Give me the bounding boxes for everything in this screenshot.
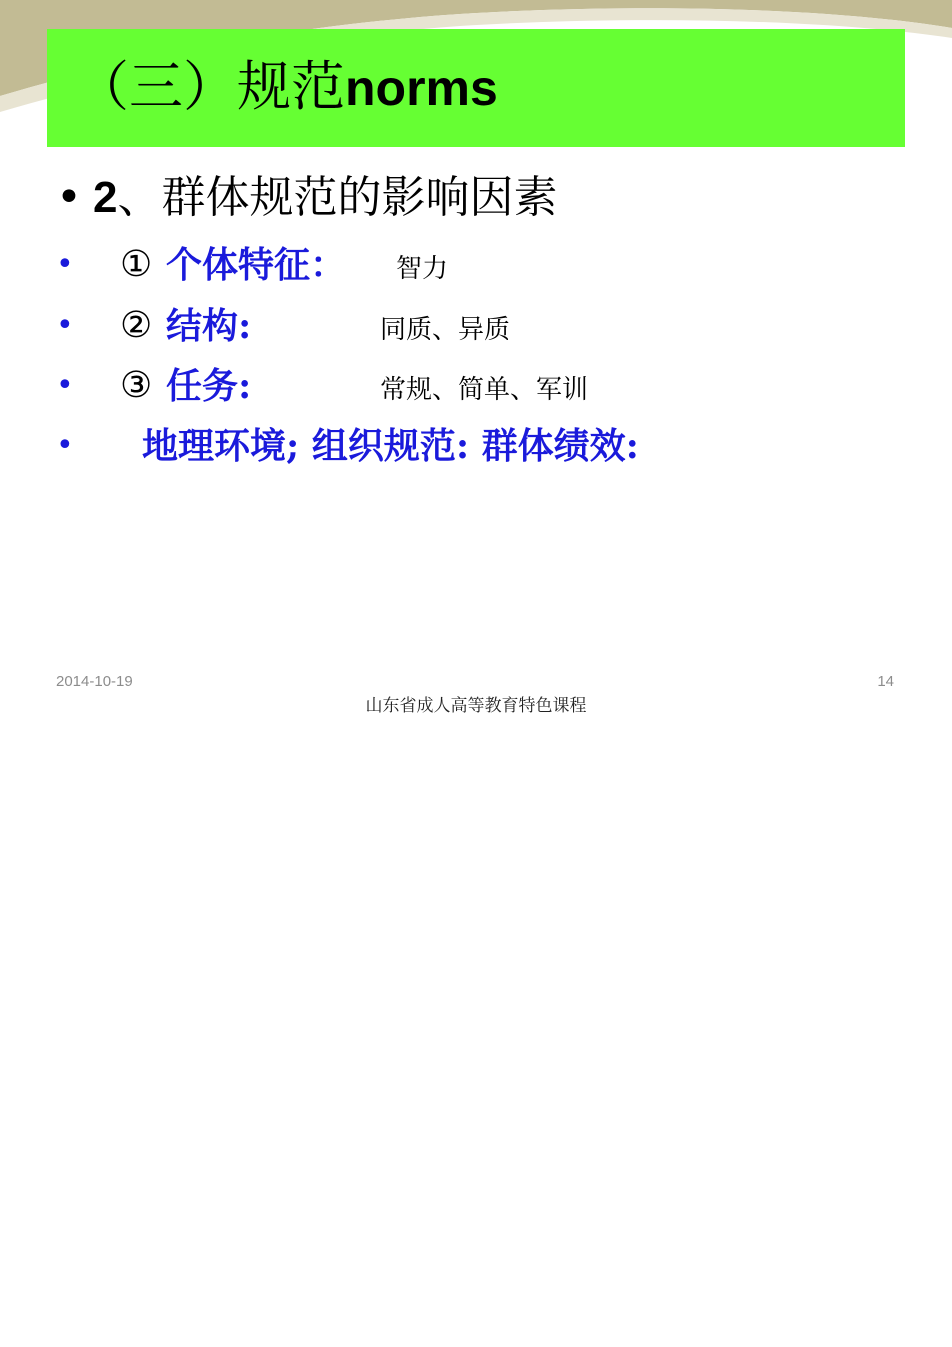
footer-course-name: 山东省成人高等教育特色课程 bbox=[365, 696, 587, 716]
factor-other-text: 地理环境; 组织规范: 群体绩效: bbox=[142, 425, 639, 467]
title-english: norms bbox=[345, 60, 498, 116]
factor-value: 常规、简单、军训 bbox=[380, 375, 589, 405]
factor-number: ① bbox=[120, 244, 153, 285]
factor-number: ② bbox=[120, 305, 153, 346]
factor-item-structure bbox=[0, 301, 952, 351]
factor-number: ③ bbox=[120, 365, 153, 406]
bullet-dot: • bbox=[56, 172, 82, 223]
factor-value: 智力 bbox=[396, 254, 449, 284]
bullet-dot: • bbox=[56, 428, 74, 463]
title-chinese: （三）规范 bbox=[75, 55, 345, 118]
bullet-dot: • bbox=[56, 368, 74, 403]
bullet-heading bbox=[0, 168, 952, 228]
factor-item-other bbox=[0, 421, 952, 471]
bullet-dot: • bbox=[56, 308, 74, 343]
bullet-list bbox=[0, 0, 952, 520]
factor-value: 同质、异质 bbox=[380, 315, 511, 345]
footer-date: 2014-10-19 bbox=[56, 673, 133, 690]
factor-label: 结构: bbox=[166, 305, 252, 347]
heading-label: 、群体规范的影响因素 bbox=[117, 172, 558, 223]
factor-label: 任务: bbox=[166, 365, 252, 407]
heading-number: 2 bbox=[93, 173, 118, 222]
factor-label: 个体特征： bbox=[166, 244, 347, 286]
factor-item-task bbox=[0, 361, 952, 411]
heading-text bbox=[93, 168, 557, 228]
bullet-dot: • bbox=[56, 247, 74, 282]
factor-item-individual bbox=[0, 240, 952, 290]
footer-page-number: 14 bbox=[877, 673, 894, 690]
